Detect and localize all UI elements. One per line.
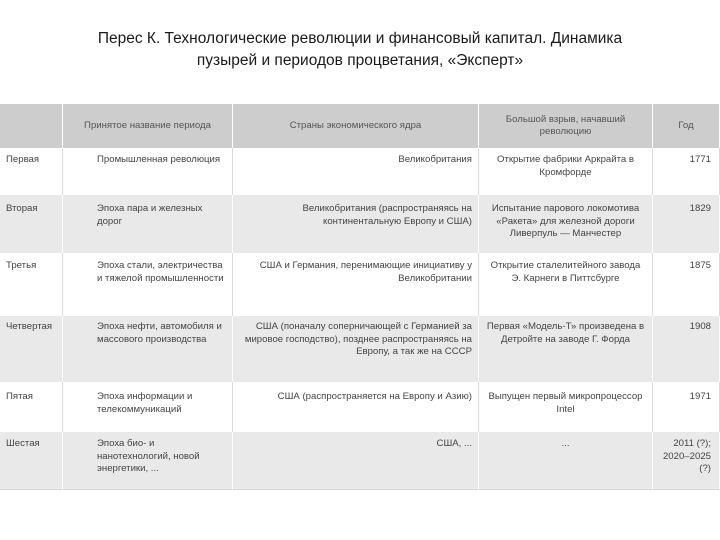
- table-cell: Шестая: [0, 432, 63, 490]
- table-cell: США и Германия, перенимающие инициативу у Великобритании: [233, 253, 479, 316]
- table-cell: Открытие сталелитейного завода Э. Карнеги в Питтсбурге: [479, 253, 653, 316]
- header-cell: Большой взрыв, начавший революцию: [479, 104, 653, 148]
- table-cell: Эпоха пара и железных дорог: [63, 195, 233, 253]
- table-row: [0, 148, 720, 195]
- table-cell: США, ...: [233, 432, 479, 490]
- table-cell: 1771: [653, 148, 720, 195]
- table-cell: 2011 (?); 2020–2025 (?): [653, 432, 720, 490]
- table-cell: Третья: [0, 253, 63, 316]
- table-row: [0, 253, 720, 316]
- header-cell: Год: [653, 104, 720, 148]
- table-cell: ...: [479, 432, 653, 490]
- table-row: [0, 316, 720, 382]
- table-cell: США (поначалу соперничающей с Германией за мировое господство), позднее распространяясь на Европу, а так же на СССР: [233, 316, 479, 382]
- table-cell: Эпоха информации и телекоммуникаций: [63, 382, 233, 432]
- title-line-2: пузырей и периодов процветания, «Эксперт»: [196, 52, 524, 69]
- table-cell: Испытание парового локомотива «Ракета» для железной дороги Ливерпуль — Манчестер: [479, 195, 653, 253]
- table-cell: США (распространяется на Европу и Азию): [233, 382, 479, 432]
- table-cell: Первая: [0, 148, 63, 195]
- table-cell: 1875: [653, 253, 720, 316]
- table-cell: Эпоха био- и нанотехнологий, новой энергетики, ...: [63, 432, 233, 490]
- header-cell: Принятое название периода: [63, 104, 233, 148]
- table-cell: Пятая: [0, 382, 63, 432]
- table-cell: 1829: [653, 195, 720, 253]
- table-row: [0, 195, 720, 253]
- table-cell: Выпущен первый микропроцессор Intel: [479, 382, 653, 432]
- table-cell: Промышленная революция: [63, 148, 233, 195]
- table-cell: Эпоха стали, электричества и тяжелой промышленности: [63, 253, 233, 316]
- title-line-1: Перес К. Технологические революции и финансовый капитал. Динамика: [97, 30, 623, 47]
- table-cell: Открытие фабрики Аркрайта в Кромфорде: [479, 148, 653, 195]
- table-header-row: [0, 104, 720, 148]
- table-cell: Великобритания (распространяясь на континентальную Европу и США): [233, 195, 479, 253]
- table-row: [0, 432, 720, 490]
- table-cell: Первая «Модель-Т» произведена в Детройте на заводе Г. Форда: [479, 316, 653, 382]
- page-title: [20, 28, 700, 72]
- table-cell: Великобритания: [233, 148, 479, 195]
- table-cell: 1908: [653, 316, 720, 382]
- header-cell: Страны экономического ядра: [233, 104, 479, 148]
- table-row: [0, 382, 720, 432]
- table-cell: Четвертая: [0, 316, 63, 382]
- table-cell: Вторая: [0, 195, 63, 253]
- table-cell: Эпоха нефти, автомобиля и массового производства: [63, 316, 233, 382]
- header-cell: [0, 104, 63, 148]
- table-cell: 1971: [653, 382, 720, 432]
- revolutions-table: [0, 104, 720, 490]
